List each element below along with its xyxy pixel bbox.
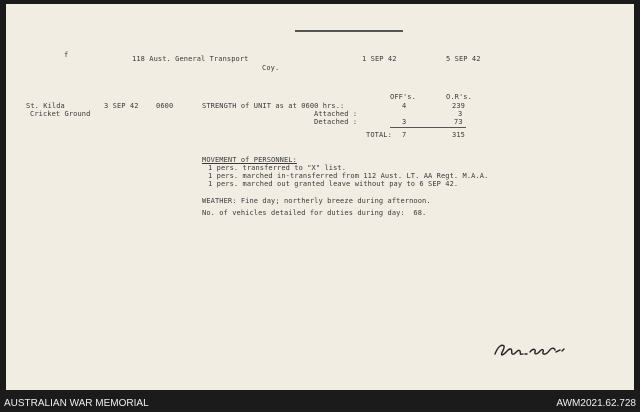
entry-date: 3 SEP 42	[104, 102, 139, 110]
movement-heading: MOVEMENT of PERSONNEL:	[202, 156, 297, 164]
movement-line-3: 1 pers. marched out granted leave without pay to 6 SEP 42.	[208, 180, 459, 188]
place-line-2: Cricket Ground	[30, 110, 91, 118]
strength-label: STRENGTH of UNIT as at 0600 hrs.:	[202, 102, 345, 110]
handwritten-signature	[492, 340, 582, 360]
total-label: TOTAL:	[366, 131, 392, 139]
total-rule	[390, 127, 466, 128]
unit-name: 118 Aust. General Transport	[132, 55, 249, 63]
officers-detached: 3	[402, 118, 407, 126]
col-header-other-ranks: O.R's.	[446, 93, 472, 101]
document-page	[6, 4, 634, 390]
detached-label: Detached :	[314, 118, 358, 126]
entry-time: 0600	[156, 102, 174, 110]
footer-institution: AUSTRALIAN WAR MEMORIAL	[4, 398, 149, 409]
weather-line: WEATHER: Fine day; northerly breeze during afternoon.	[202, 197, 431, 205]
movement-line-2: 1 pers. marched in-transferred from 112 Aust. LT. AA Regt. M.A.A.	[208, 172, 489, 180]
top-rule	[295, 30, 403, 32]
attached-label: Attached :	[314, 110, 358, 118]
unit-name-cont: Coy.	[262, 64, 280, 72]
other-ranks-attached: 3	[458, 110, 463, 118]
other-ranks-strength: 239	[452, 102, 465, 110]
movement-line-1: 1 pers. transferred to "X" list.	[208, 164, 347, 172]
officers-total: 7	[402, 131, 407, 139]
col-header-officers: OFF's.	[390, 93, 416, 101]
other-ranks-detached: 73	[454, 118, 463, 126]
officers-strength: 4	[402, 102, 407, 110]
footer-accession-number: AWM2021.62.728	[556, 398, 636, 409]
place-line-1: St. Kilda	[26, 102, 65, 110]
vehicles-line: No. of vehicles detailed for duties during day: 68.	[202, 209, 427, 217]
margin-mark: f	[64, 51, 69, 59]
date-to: 5 SEP 42	[446, 55, 481, 63]
other-ranks-total: 315	[452, 131, 465, 139]
date-from: 1 SEP 42	[362, 55, 397, 63]
